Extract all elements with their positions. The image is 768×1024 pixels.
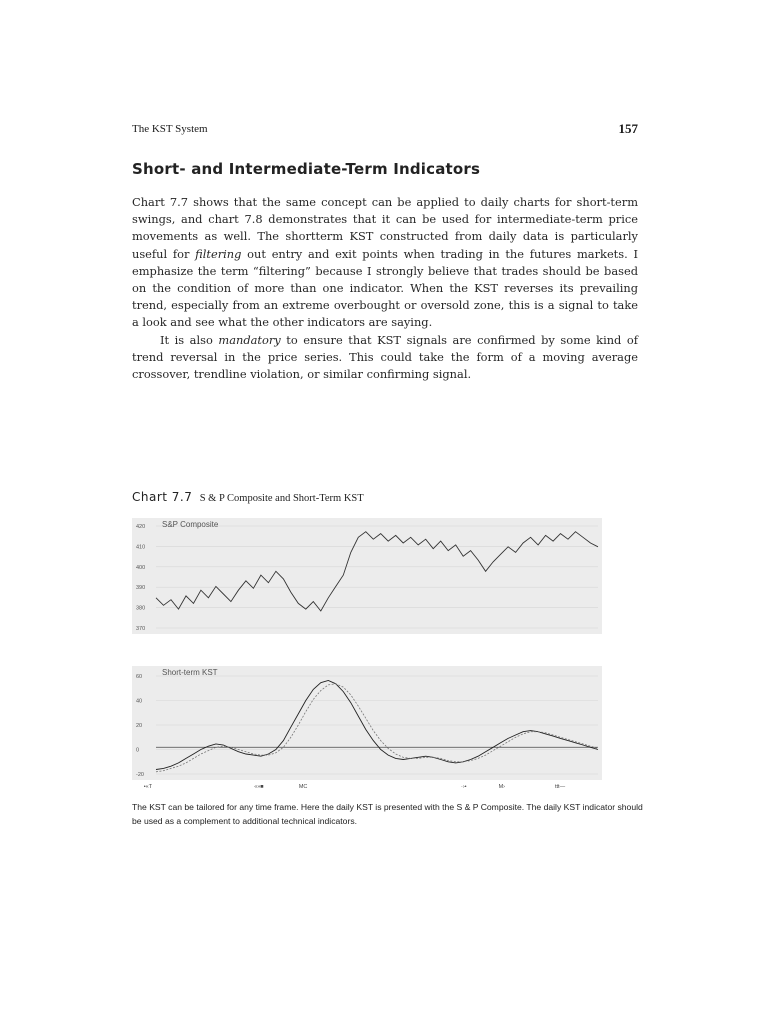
emphasis-filtering: filtering xyxy=(195,246,242,261)
x-tick-label: M› xyxy=(498,784,506,790)
body-text xyxy=(132,194,638,383)
sp-composite-label: S&P Composite xyxy=(162,520,219,529)
x-tick-label: ttt— xyxy=(555,784,566,790)
y-tick-label: 20 xyxy=(136,723,143,729)
paragraph-1-part-b: out entry and exit points when trading in the futures markets. I emphasize the term “filtering” because I strongly believe that trades should be based on the condition of more than one indicator. When the KST reverses its prevailing trend, especially from an extreme overbought or oversold zone, this is a signal to take a look and see what the other indicators are saying. xyxy=(132,246,638,330)
y-tick-label: 420 xyxy=(136,524,146,530)
chart-caption xyxy=(132,490,364,504)
sp-composite-chart xyxy=(132,518,602,634)
y-tick-label: 370 xyxy=(136,626,146,632)
running-head-title: The KST System xyxy=(132,123,208,135)
y-tick-label: 410 xyxy=(136,544,146,551)
section-title: Short- and Intermediate-Term Indicators xyxy=(132,160,481,178)
page-number: 157 xyxy=(618,121,638,136)
sp-composite-panel xyxy=(132,518,602,634)
y-tick-label: 380 xyxy=(136,605,146,612)
running-head xyxy=(132,121,638,137)
paragraph-1 xyxy=(132,194,638,332)
emphasis-mandatory: mandatory xyxy=(218,332,281,347)
series-line-moving-average xyxy=(156,684,598,772)
x-axis-tick-labels xyxy=(132,784,602,794)
series-line-s-p-composite xyxy=(156,532,598,611)
y-tick-label: 390 xyxy=(136,585,146,592)
y-tick-label: -20 xyxy=(136,772,144,778)
x-tick-label: •«T xyxy=(143,784,153,790)
paragraph-2-part-a: It is also xyxy=(160,332,219,347)
y-tick-label: 400 xyxy=(136,564,146,571)
y-tick-label: 40 xyxy=(136,698,143,705)
chart-subtitle: S & P Composite and Short-Term KST xyxy=(199,493,364,504)
x-tick-label: ·›• xyxy=(461,784,467,790)
y-tick-label: 0 xyxy=(136,747,140,754)
y-tick-label: 60 xyxy=(136,674,143,680)
kst-chart xyxy=(132,666,602,780)
x-tick-label: «»■ xyxy=(254,784,264,790)
x-tick-label: MC xyxy=(298,784,308,790)
kst-label: Short-term KST xyxy=(162,668,218,677)
paragraph-1-part-a: Chart 7.7 shows that the same concept can be applied to daily charts for short-term swings, and chart 7.8 demonstrates that it can be used for intermediate-term price movements as well. The shortterm KST constructed from daily data is particularly useful for xyxy=(132,195,638,261)
figure-note: The KST can be tailored for any time frame. Here the daily KST is presented with the S & P Composite. The daily KST indicator should be used as a complement to additional technical indicators. xyxy=(132,802,643,826)
paragraph-2 xyxy=(132,332,638,384)
chart-number: Chart 7.7 xyxy=(132,490,193,504)
kst-panel xyxy=(132,666,602,780)
paragraph-2-part-b: to ensure that KST signals are confirmed by some kind of trend reversal in the price series. This could take the form of a moving average crossover, trendline violation, or similar confirming signal. xyxy=(132,332,638,382)
